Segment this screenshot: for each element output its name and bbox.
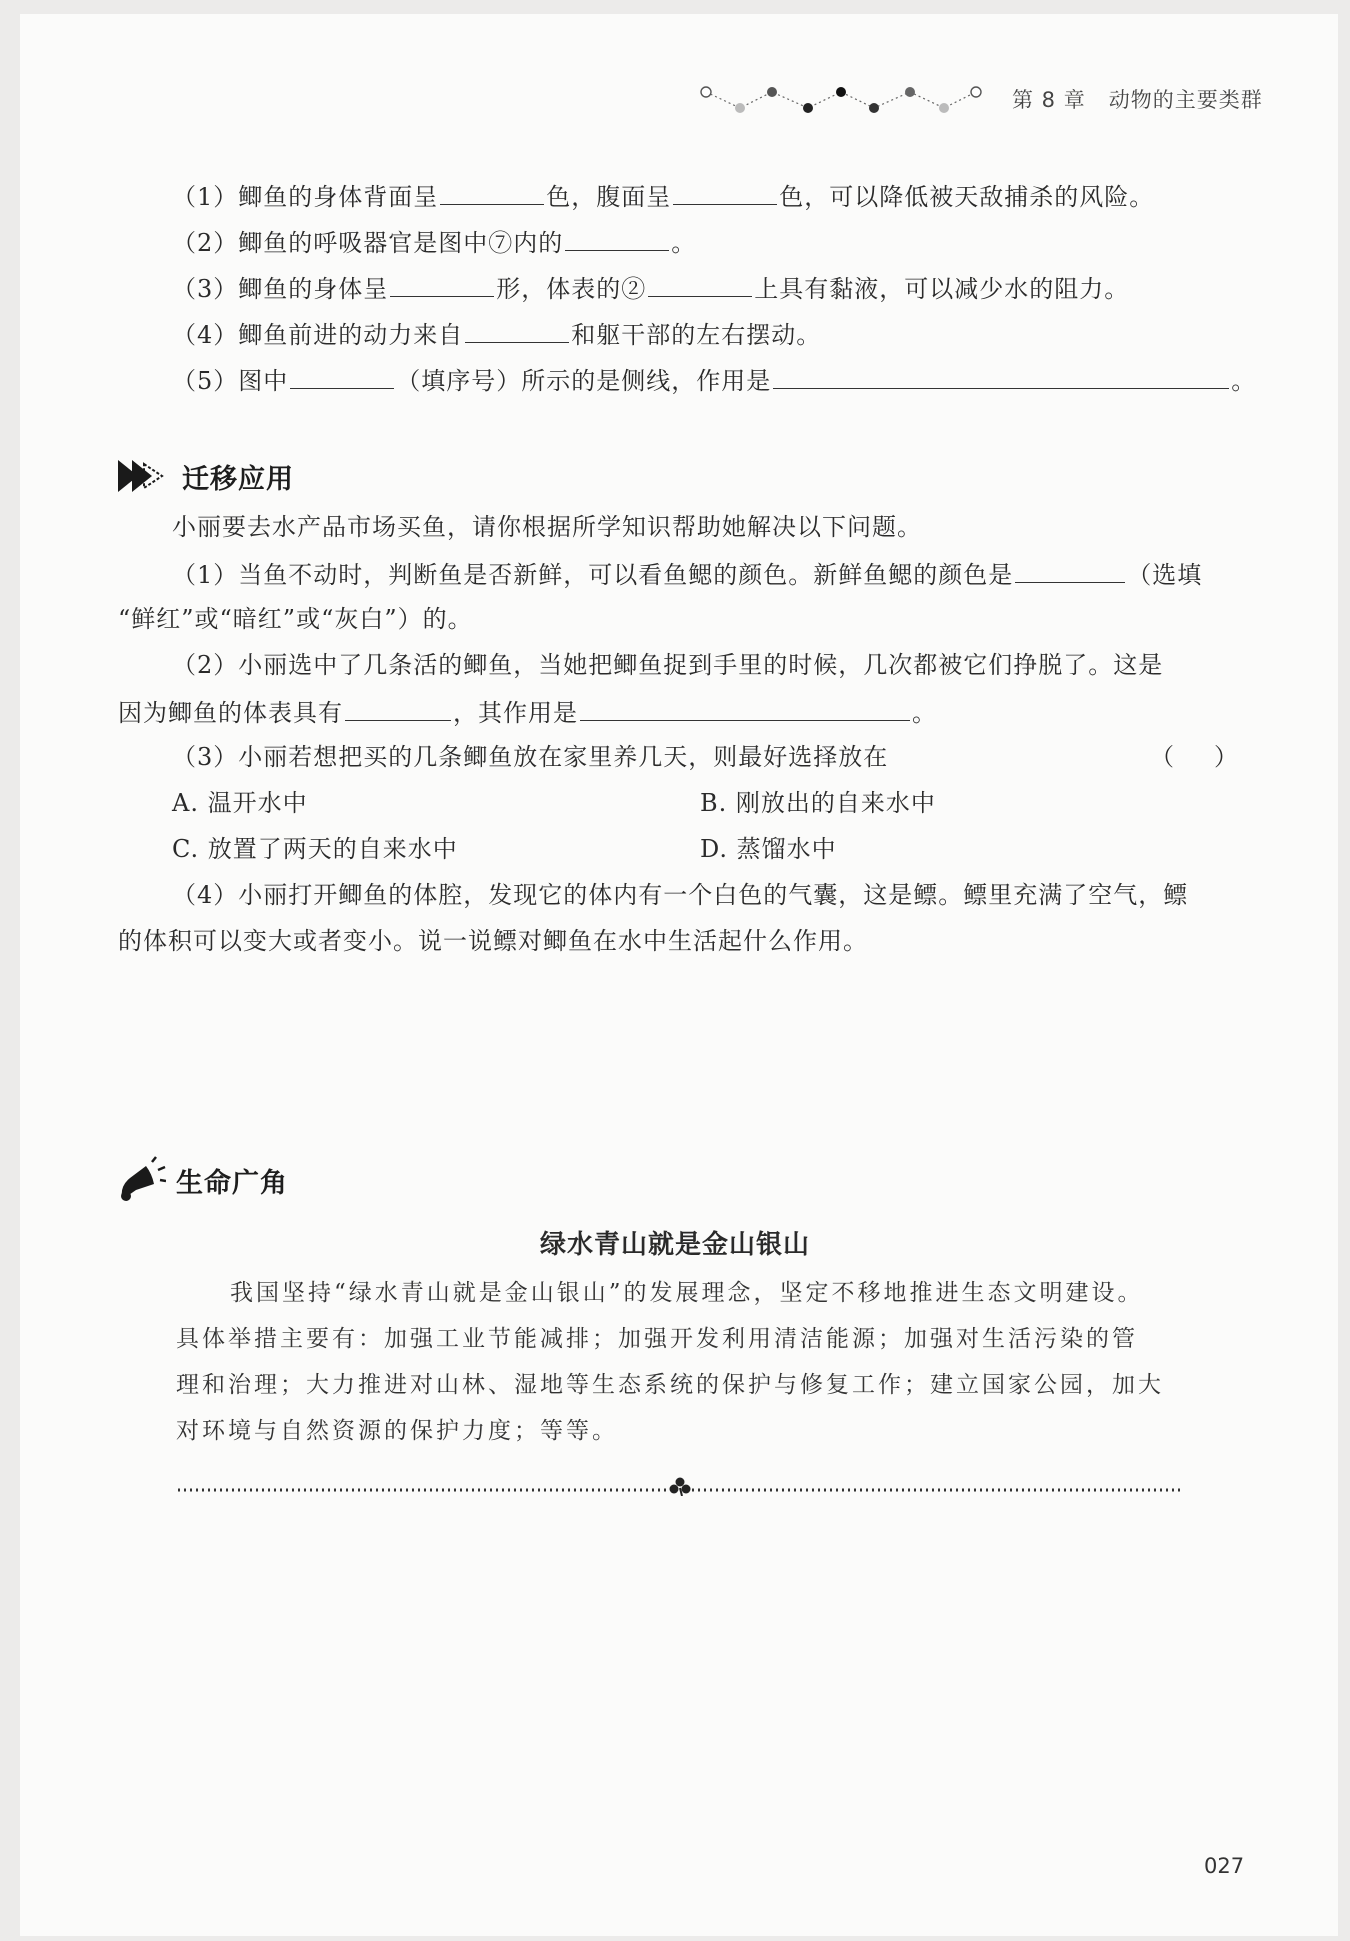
question-text: （2）鲫鱼的呼吸器官是图中⑦内的 bbox=[172, 229, 564, 257]
s1-question-3: （3）小丽若想把买的几条鲫鱼放在家里养几天，则最好选择放在 bbox=[172, 743, 889, 771]
answer-blank[interactable] bbox=[580, 694, 910, 721]
megaphone-icon bbox=[116, 1156, 166, 1204]
section-title: 生命广角 bbox=[176, 1167, 288, 1199]
answer-blank[interactable] bbox=[440, 178, 544, 205]
question-text: ，其作用是 bbox=[453, 699, 578, 727]
clover-icon bbox=[670, 1478, 691, 1497]
question-3 bbox=[172, 270, 1129, 306]
question-text: （3）鲫鱼的身体呈 bbox=[172, 275, 389, 303]
question-text: 。 bbox=[671, 229, 697, 257]
s1-question-1 bbox=[172, 556, 1202, 592]
option-c[interactable]: C. 放置了两天的自来水中 bbox=[172, 835, 458, 863]
section-life-panorama bbox=[116, 1158, 288, 1202]
question-text: 因为鲫鱼的体表具有 bbox=[118, 699, 343, 727]
s1-question-1-cont: “鲜红”或“暗红”或“灰白”）的。 bbox=[118, 605, 473, 633]
question-text: （选填 bbox=[1127, 561, 1203, 589]
section-title: 迁移应用 bbox=[182, 463, 294, 495]
answer-blank[interactable] bbox=[673, 178, 777, 205]
article-line: 我国坚持“绿水青山就是金山银山”的发展理念，坚定不移地推进生态文明建设。 bbox=[230, 1280, 1144, 1306]
question-text: （1）鲫鱼的身体背面呈 bbox=[172, 183, 439, 211]
s1-question-2: （2）小丽选中了几条活的鲫鱼，当她把鲫鱼捉到手里的时候，几次都被它们挣脱了。这是 bbox=[172, 651, 1164, 679]
question-text: （填序号）所示的是侧线，作用是 bbox=[396, 367, 772, 395]
question-text: 。 bbox=[1231, 367, 1257, 395]
article-line: 具体举措主要有：加强工业节能减排；加强开发利用清洁能源；加强对生活污染的管 bbox=[176, 1326, 1138, 1352]
article-line: 对环境与自然资源的保护力度；等等。 bbox=[176, 1418, 618, 1444]
s1-question-4-cont: 的体积可以变大或者变小。说一说鳔对鲫鱼在水中生活起什么作用。 bbox=[118, 927, 868, 955]
dot-chain-ornament bbox=[700, 74, 1000, 114]
article-line: 理和治理；大力推进对山林、湿地等生态系统的保护与修复工作；建立国家公园，加大 bbox=[176, 1372, 1164, 1398]
question-text: 形，体表的② bbox=[496, 275, 647, 303]
s1-question-4: （4）小丽打开鲫鱼的体腔，发现它的体内有一个白色的气囊，这是鳔。鳔里充满了空气，鳔 bbox=[172, 881, 1189, 909]
option-d[interactable]: D. 蒸馏水中 bbox=[700, 835, 837, 863]
chapter-number: 第 8 章 bbox=[1012, 88, 1086, 112]
answer-blank[interactable] bbox=[465, 316, 569, 343]
s1-question-2-cont bbox=[118, 694, 937, 730]
question-text: 和躯干部的左右摆动。 bbox=[571, 321, 822, 349]
question-1 bbox=[172, 178, 1154, 214]
article-title: 绿水青山就是金山银山 bbox=[539, 1230, 810, 1260]
answer-blank[interactable] bbox=[565, 224, 669, 251]
page-number: 027 bbox=[1204, 1854, 1245, 1878]
question-text: （4）鲫鱼前进的动力来自 bbox=[172, 321, 464, 349]
question-4 bbox=[172, 316, 821, 352]
chapter-title: 动物的主要类群 bbox=[1108, 88, 1263, 112]
question-text: 色，腹面呈 bbox=[546, 183, 672, 211]
double-arrow-icon bbox=[116, 456, 172, 496]
question-text: （1）当鱼不动时，判断鱼是否新鲜，可以看鱼鳃的颜色。新鲜鱼鳃的颜色是 bbox=[172, 561, 1014, 589]
question-text: 色，可以降低被天敌捕杀的风险。 bbox=[779, 183, 1155, 211]
question-text: 。 bbox=[912, 699, 937, 727]
clover-divider bbox=[178, 1476, 1182, 1496]
answer-blank[interactable] bbox=[345, 694, 451, 721]
answer-blank[interactable] bbox=[1015, 556, 1125, 583]
question-2 bbox=[172, 224, 696, 260]
answer-blank[interactable] bbox=[290, 362, 394, 389]
answer-blank[interactable] bbox=[773, 362, 1229, 389]
chapter-header bbox=[700, 74, 1263, 134]
question-text: 上具有黏液，可以减少水的阻力。 bbox=[754, 275, 1130, 303]
section-intro: 小丽要去水产品市场买鱼，请你根据所学知识帮助她解决以下问题。 bbox=[172, 513, 922, 541]
question-5 bbox=[172, 362, 1256, 398]
option-b[interactable]: B. 刚放出的自来水中 bbox=[700, 789, 936, 817]
answer-blank[interactable] bbox=[390, 270, 494, 297]
answer-blank[interactable] bbox=[648, 270, 752, 297]
chapter-label bbox=[1012, 84, 1263, 114]
option-a[interactable]: A. 温开水中 bbox=[172, 789, 308, 817]
question-text: （5）图中 bbox=[172, 367, 289, 395]
section-transfer-application bbox=[116, 454, 294, 498]
answer-paren[interactable]: （） bbox=[1150, 743, 1278, 771]
